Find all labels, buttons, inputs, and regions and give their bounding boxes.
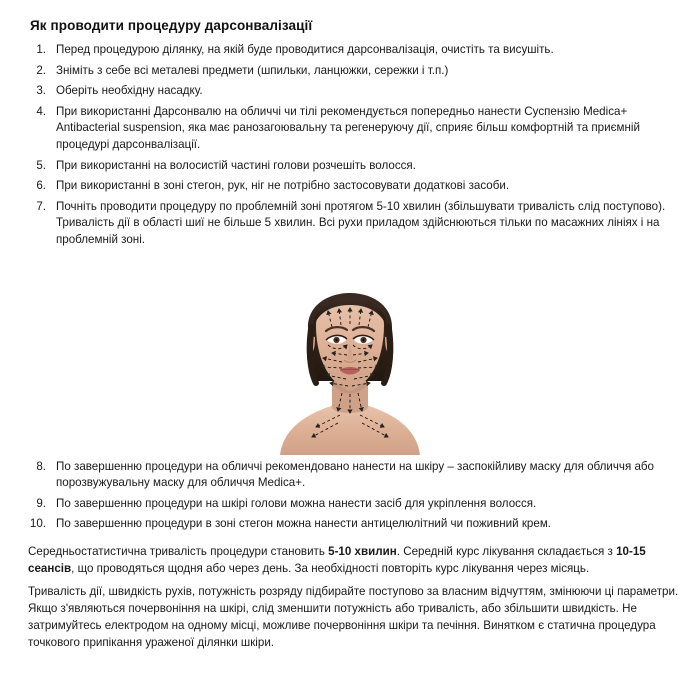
list-item-text: При використанні Дарсонвалю на обличчі чи тілі рекомендується попередньо нанести Суспензію Medica+ Antibacterial suspension, яка має ранозагоювальну та регенеруючу дії, сприяє більш комфортній та приємній процедурі дарсонвалізації.	[56, 104, 640, 151]
instruction-list-bottom	[14, 459, 686, 533]
list-item-number: 2.	[36, 63, 46, 77]
paragraph-duration	[28, 543, 686, 577]
list-item	[14, 496, 686, 513]
list-item-text: Почніть проводити процедуру по проблемній зоні протягом 5-10 хвилин (збільшувати тривалість слід поступово). Тривалість дії в області шиї не більше 5 хвилин. Всі рухи приладом здійснюються тільки по масажних лініях і на проблемній зоні.	[56, 199, 666, 246]
list-item-number: 7.	[36, 199, 46, 213]
page-title: Як проводити процедуру дарсонвалізації	[30, 18, 313, 33]
list-item-number: 9.	[36, 496, 46, 510]
list-item	[14, 516, 686, 533]
list-item-text: Зніміть з себе всі металеві предмети (шпильки, ланцюжки, сережки і т.п.)	[56, 63, 449, 77]
list-item	[14, 63, 686, 80]
closing-paragraphs	[14, 543, 686, 651]
paragraph-part: , що проводяться щодня або через день. За необхідності повторіть курс лікування через місяць.	[71, 561, 590, 575]
list-item-text: При використанні на волосистій частині голови розчешіть волосся.	[56, 158, 416, 172]
paragraph-part: Середньостатистична тривалість процедури становить	[28, 544, 329, 558]
list-item-text: По завершенню процедури в зоні стегон можна нанести антицелюлітний чи поживний крем.	[56, 517, 552, 531]
list-item	[14, 158, 686, 175]
list-item	[14, 42, 686, 59]
list-item	[14, 83, 686, 100]
list-item	[14, 199, 686, 249]
list-item	[14, 178, 686, 195]
paragraph-part-bold: 5-10 хвилин	[328, 544, 397, 558]
list-item-text: По завершенню процедури на обличчі рекомендовано нанести на шкіру – заспокійливу маску для обличчя або порозвужувальну маску для обличчя Medica+.	[56, 459, 654, 490]
paragraph-part-bold: 10-15 сеансів	[28, 544, 646, 575]
list-item	[14, 459, 686, 492]
list-item-text: По завершенню процедури на шкірі голови можна нанести засіб для укріплення волосся.	[56, 496, 537, 510]
list-item-number: 6.	[36, 179, 46, 193]
instruction-list-top	[14, 42, 686, 249]
list-item-text: Перед процедурою ділянку, на якій буде проводитися дарсонвалізація, очистіть та висушіть.	[56, 43, 554, 56]
list-item	[14, 104, 686, 154]
list-item-number: 4.	[36, 104, 46, 118]
paragraph-recommendations	[28, 583, 686, 651]
list-item-text: Оберіть необхідну насадку.	[56, 84, 203, 98]
list-item-text: При використанні в зоні стегон, рук, ніг не потрібно застосовувати додаткові засоби.	[56, 179, 510, 193]
list-item-number: 3.	[36, 84, 46, 98]
paragraph-part: Тривалість дії, швидкість рухів, потужність розряду підбирайте поступово за власним відчуттям, змінюючи ці параметри. Якщо з'являються почервоніння на шкірі, слід зменшити потужність або тривалість, або збільшити швидкість. Не затримуйтесь електродом на одному місці, можливе почервоніння шкіри та печіння. Винятком є статична процедура точкового припікання ураженої ділянки шкіри.	[28, 584, 679, 649]
paragraph-part: . Середній курс лікування складається з	[396, 544, 617, 558]
list-item-number: 8.	[36, 459, 46, 473]
face-massage-lines-diagram	[14, 255, 686, 455]
list-item-number: 10.	[29, 517, 46, 531]
list-item-number: 5.	[36, 158, 46, 172]
list-item-number: 1.	[36, 43, 46, 56]
